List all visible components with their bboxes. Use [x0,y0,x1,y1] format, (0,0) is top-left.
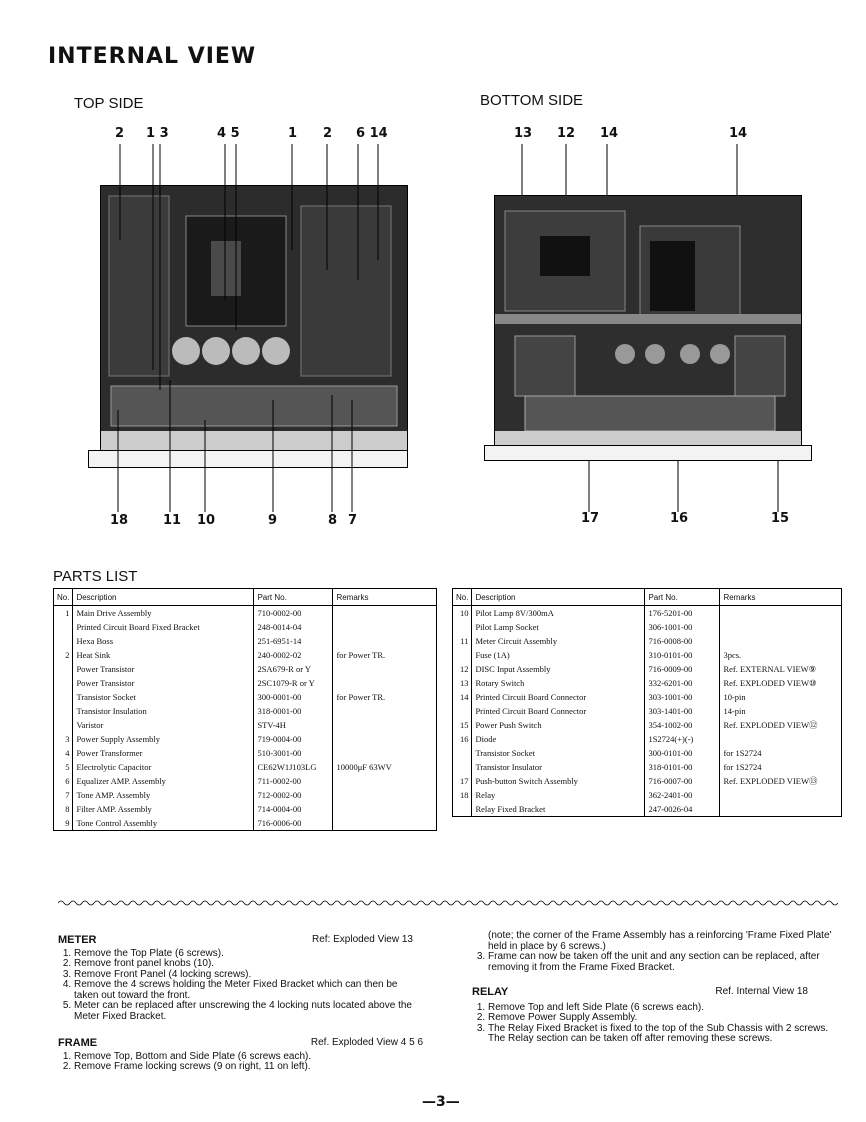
cell-description: Pilot Lamp Socket [472,620,645,634]
cell-part-no: 710-0002-00 [254,606,333,621]
cell-remarks [333,774,437,788]
top-callout: 6 14 [356,126,388,141]
cell-part-no: CE62W1J103LG [254,760,333,774]
meter-section [58,935,423,1022]
cell-description: Hexa Boss [73,634,254,648]
header-description: Description [472,589,645,606]
cell-no: 1 [54,606,73,621]
meter-heading: METER [58,934,97,946]
bottom-side-photo [494,195,802,447]
cell-no: 7 [54,788,73,802]
cell-part-no: 248-0014-04 [254,620,333,634]
cell-no: 10 [453,606,472,621]
cell-remarks: Ref. EXTERNAL VIEW⑨ [720,662,842,676]
cell-part-no: 240-0002-02 [254,648,333,662]
table-row [453,732,842,746]
list-item: 2. Remove front panel knobs (10). [74,959,423,970]
table-row [453,620,842,634]
top-callout: 1 3 [146,126,169,141]
bottom-side-front-panel [484,445,812,461]
cell-remarks [333,718,437,732]
cell-no [453,620,472,634]
table-row [453,774,842,788]
cell-remarks [333,606,437,621]
header-remarks: Remarks [333,589,437,606]
cell-no: 9 [54,816,73,831]
cell-description: Varistor [73,718,254,732]
header-part-no: Part No. [645,589,720,606]
cell-no: 16 [453,732,472,746]
cell-remarks: for Power TR. [333,648,437,662]
cell-description: Meter Circuit Assembly [472,634,645,648]
cell-no [54,676,73,690]
cell-part-no: 716-0009-00 [645,662,720,676]
top-callout: 14 [729,126,748,141]
frame-steps [58,1052,423,1073]
table-row [54,690,437,704]
frame-continued [472,931,837,973]
table-row [453,788,842,802]
cell-no: 11 [453,634,472,648]
list-item: 4. Remove the 4 screws holding the Meter Fixed Bracket which can then be taken out toward the front. [74,980,423,1001]
cell-description: Transistor Insulation [73,704,254,718]
top-callout: 2 [115,126,125,141]
parts-list-title: PARTS LIST [53,568,138,585]
top-callout: 4 5 [217,126,240,141]
cell-description: Printed Circuit Board Connector [472,704,645,718]
cell-remarks [720,620,842,634]
cell-remarks [333,732,437,746]
header-no: No. [453,589,472,606]
cell-remarks [720,634,842,648]
table-row [54,648,437,662]
bottom-callout: 11 [163,513,182,528]
table-row [54,802,437,816]
bottom-callout: 8 [328,513,338,528]
cell-remarks [720,802,842,817]
cell-no [453,746,472,760]
cell-no: 5 [54,760,73,774]
cell-remarks [333,704,437,718]
cell-no: 15 [453,718,472,732]
cell-description: Filter AMP. Assembly [73,802,254,816]
cell-description: Heat Sink [73,648,254,662]
relay-heading: RELAY [472,986,509,998]
cell-no: 6 [54,774,73,788]
top-callout: 14 [600,126,619,141]
cell-description: Fuse (1A) [472,648,645,662]
cell-remarks [333,746,437,760]
cell-part-no: 303-1001-00 [645,690,720,704]
cell-description: Equalizer AMP. Assembly [73,774,254,788]
top-side-label: TOP SIDE [74,95,144,112]
table-row [54,774,437,788]
cell-description: Power Transistor [73,662,254,676]
cell-no: 2 [54,648,73,662]
cell-part-no: 300-0101-00 [645,746,720,760]
cell-part-no: 332-6201-00 [645,676,720,690]
bottom-side-chassis-illustration [495,196,801,446]
table-row [54,718,437,732]
cell-description: Power Push Switch [472,718,645,732]
cell-part-no: 510-3001-00 [254,746,333,760]
table-row [54,606,437,621]
cell-remarks [333,788,437,802]
frame-heading: FRAME [58,1037,98,1049]
cell-no: 3 [54,732,73,746]
list-item: 1. Remove Top and left Side Plate (6 screws each). [488,1003,808,1014]
cell-remarks: Ref. EXPLODED VIEW⑫ [720,718,842,732]
cell-description: Main Drive Assembly [73,606,254,621]
cell-description: Power Supply Assembly [73,732,254,746]
cell-no [54,704,73,718]
cell-remarks [333,802,437,816]
cell-remarks [333,634,437,648]
top-callout: 1 [288,126,298,141]
cell-no [54,634,73,648]
table-row [453,676,842,690]
table-row [54,662,437,676]
cell-description: Relay Fixed Bracket [472,802,645,817]
list-item: 3. Frame can now be taken off the unit and any section can be replaced, after removing it from the Frame Fixed Bracket. [488,952,837,973]
cell-no [453,802,472,817]
cell-part-no: 2SC1079-R or Y [254,676,333,690]
cell-remarks: for Power TR. [333,690,437,704]
cell-description: Rotary Switch [472,676,645,690]
table-row [453,704,842,718]
frame-steps-continued [472,952,837,973]
table-row [54,788,437,802]
cell-remarks: Ref. EXPLODED VIEW⑬ [720,774,842,788]
cell-part-no: 1S2724(+)(-) [645,732,720,746]
table-row [453,662,842,676]
table-row [54,704,437,718]
meter-ref: Ref: Exploded View 13 [312,934,413,945]
cell-remarks [333,816,437,831]
cell-part-no: 318-0101-00 [645,760,720,774]
cell-description: Relay [472,788,645,802]
cell-no: 4 [54,746,73,760]
page-number: —3— [422,1094,460,1110]
cell-part-no: 354-1002-00 [645,718,720,732]
cell-no [54,662,73,676]
cell-remarks [333,662,437,676]
frame-section [58,1038,423,1073]
bottom-callout: 18 [110,513,129,528]
top-callout: 2 [323,126,333,141]
table-row [453,648,842,662]
table-row [453,760,842,774]
cell-remarks [720,606,842,621]
table-row [54,676,437,690]
cell-part-no: 306-1001-00 [645,620,720,634]
cell-part-no: 176-5201-00 [645,606,720,621]
cell-no [54,620,73,634]
cell-part-no: 247-0026-04 [645,802,720,817]
cell-part-no: 712-0002-00 [254,788,333,802]
cell-no [453,704,472,718]
table-row [54,746,437,760]
cell-part-no: 300-0001-00 [254,690,333,704]
cell-part-no: 716-0007-00 [645,774,720,788]
cell-no [453,648,472,662]
bottom-callout: 17 [581,511,600,526]
cell-no [54,690,73,704]
cell-description: Power Transistor [73,676,254,690]
cell-part-no: 716-0006-00 [254,816,333,831]
parts-table-left [53,588,437,831]
list-item: 2. Remove Frame locking screws (9 on right, 11 on left). [74,1062,423,1073]
cell-remarks [720,788,842,802]
parts-table-right [452,588,842,817]
frame-note: (note; the corner of the Frame Assembly has a reinforcing 'Frame Fixed Plate' held in place by 6 screws.) [488,930,832,952]
cell-part-no: 362-2401-00 [645,788,720,802]
table-row [453,718,842,732]
cell-remarks: 10000μF 63WV [333,760,437,774]
list-item: 1. Remove the Top Plate (6 screws). [74,949,423,960]
cell-part-no: 2SA679-R or Y [254,662,333,676]
cell-description: Tone Control Assembly [73,816,254,831]
bottom-side-label: BOTTOM SIDE [480,92,584,109]
cell-description: Push-button Switch Assembly [472,774,645,788]
frame-ref: Ref. Exploded View 4 5 6 [310,1037,423,1048]
cell-description: DISC Input Assembly [472,662,645,676]
cell-remarks [720,732,842,746]
list-item: 5. Meter can be replaced after unscrewing the 4 locking nuts located above the Meter Fixed Bracket. [74,1001,423,1022]
table-row [54,732,437,746]
table-row [453,606,842,621]
cell-description: Printed Circuit Board Fixed Bracket [73,620,254,634]
cell-no: 8 [54,802,73,816]
cell-description: Printed Circuit Board Connector [472,690,645,704]
cell-no: 13 [453,676,472,690]
cell-remarks [333,620,437,634]
cell-part-no: 251-6951-14 [254,634,333,648]
list-item: 3. Remove Front Panel (4 locking screws). [74,970,423,981]
top-callout: 12 [557,126,576,141]
cell-no: 17 [453,774,472,788]
meter-steps [58,949,423,1023]
cell-remarks: for 1S2724 [720,746,842,760]
cell-remarks: Ref. EXPLODED VIEW⑩ [720,676,842,690]
cell-remarks [333,676,437,690]
cell-description: Transistor Insulator [472,760,645,774]
header-description: Description [73,589,254,606]
table-row [54,634,437,648]
header-remarks: Remarks [720,589,842,606]
relay-steps [472,1001,829,1045]
cell-part-no: STV-4H [254,718,333,732]
cell-description: Transistor Socket [73,690,254,704]
header-part-no: Part No. [254,589,333,606]
bottom-callout: 7 [348,513,358,528]
cell-no: 14 [453,690,472,704]
bottom-callout: 10 [197,513,216,528]
relay-ref: Ref. Internal View 18 [715,986,808,997]
cell-part-no: 716-0008-00 [645,634,720,648]
top-callout: 13 [514,126,533,141]
cell-part-no: 303-1401-00 [645,704,720,718]
cell-remarks: 14-pin [720,704,842,718]
cell-description: Power Transformer [73,746,254,760]
cell-description: Transistor Socket [472,746,645,760]
bottom-callout: 16 [670,511,689,526]
list-item: 2. Remove Power Supply Assembly. [488,1013,808,1024]
table-row [453,746,842,760]
cell-no: 18 [453,788,472,802]
bottom-callout: 9 [268,513,278,528]
wavy-separator [58,898,838,908]
relay-section [472,986,829,1045]
list-item: 3. The Relay Fixed Bracket is fixed to the top of the Sub Chassis with 2 screws. The Relay section can be taken off after removing these screws. [488,1024,838,1045]
bottom-callout: 15 [771,511,790,526]
table-row [54,816,437,831]
cell-part-no: 714-0004-00 [254,802,333,816]
cell-part-no: 719-0004-00 [254,732,333,746]
table-row [453,690,842,704]
table-header-row [54,589,437,606]
cell-remarks: for 1S2724 [720,760,842,774]
cell-no [453,760,472,774]
cell-remarks: 3pcs. [720,648,842,662]
cell-no: 12 [453,662,472,676]
cell-part-no: 310-0101-00 [645,648,720,662]
page-title: INTERNAL VIEW [48,44,257,69]
table-row [453,634,842,648]
cell-part-no: 318-0001-00 [254,704,333,718]
cell-description: Pilot Lamp 8V/300mA [472,606,645,621]
cell-remarks: 10-pin [720,690,842,704]
cell-description: Electrolytic Capacitor [73,760,254,774]
cell-description: Tone AMP. Assembly [73,788,254,802]
cell-part-no: 711-0002-00 [254,774,333,788]
cell-description: Diode [472,732,645,746]
table-row [453,802,842,817]
header-no: No. [54,589,73,606]
table-header-row [453,589,842,606]
cell-no [54,718,73,732]
table-row [54,620,437,634]
list-item: 1. Remove Top, Bottom and Side Plate (6 screws each). [74,1052,423,1063]
table-row [54,760,437,774]
